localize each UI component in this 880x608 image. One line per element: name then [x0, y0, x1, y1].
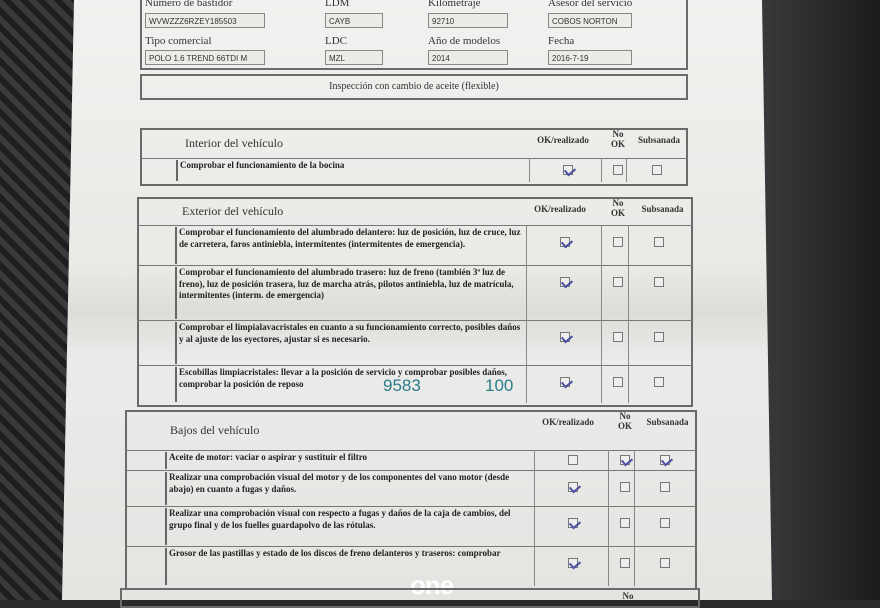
checkbox-nook[interactable]	[613, 377, 623, 387]
column-divider	[634, 470, 635, 506]
checkbox-nook[interactable]	[620, 518, 630, 528]
checkbox-ok[interactable]	[568, 518, 578, 528]
column-divider	[601, 225, 602, 265]
field-value: 92710	[428, 13, 508, 28]
col-header-ok2: OK	[617, 421, 632, 431]
column-divider	[534, 450, 535, 470]
column-divider	[534, 470, 535, 506]
row-description: Comprobar el limpialavacristales en cuanto a su funcionamiento correcto, posibles daños y al ajuste de los eyectores, ajustar si es necesario.	[175, 322, 526, 364]
field-label: LDM	[325, 0, 350, 9]
column-divider	[601, 365, 602, 403]
checkbox-ok[interactable]	[560, 332, 570, 342]
column-divider	[634, 506, 635, 546]
checkbox-nook[interactable]	[620, 482, 630, 492]
field-value: 2016-7-19	[548, 50, 632, 65]
watermark-logo: one	[410, 570, 454, 600]
column-divider	[634, 450, 635, 470]
col-header-no: No	[612, 129, 624, 139]
field-value: COBOS NORTON	[548, 13, 632, 28]
col-header-ok2: OK	[610, 139, 625, 149]
column-divider	[634, 546, 635, 586]
column-divider	[628, 265, 629, 320]
background-seat-left	[0, 0, 75, 600]
checkbox-ok[interactable]	[563, 165, 573, 175]
checkbox-ok[interactable]	[560, 237, 570, 247]
inspection-title-bar	[140, 74, 688, 100]
field-value: CAYB	[325, 13, 383, 28]
checkbox-subs[interactable]	[654, 277, 664, 287]
field-label: Tipo comercial	[145, 35, 212, 47]
field-value: MZL	[325, 50, 383, 65]
section-title: Interior del vehículo	[185, 136, 283, 150]
checkbox-subs[interactable]	[654, 237, 664, 247]
col-header-subsanada: Subsanada	[641, 204, 684, 214]
column-divider	[534, 506, 535, 546]
column-divider	[628, 365, 629, 403]
column-divider	[526, 320, 527, 365]
row-description: Escobillas limpiacristales: llevar a la posición de servicio y comprobar posibles daños, comprobar la posición de reposo	[175, 367, 526, 402]
checkbox-ok[interactable]	[568, 455, 578, 465]
checkbox-subs[interactable]	[652, 165, 662, 175]
checkbox-ok[interactable]	[568, 482, 578, 492]
field-value: POLO 1.6 TREND 66TDI M	[145, 50, 265, 65]
checkbox-ok[interactable]	[560, 277, 570, 287]
checkbox-nook[interactable]	[613, 237, 623, 247]
checkbox-nook[interactable]	[613, 332, 623, 342]
row-description: Comprobar el funcionamiento del alumbrado trasero: luz de freno (también 3ª luz de freno), luz de posición trasera, luz de marcha atrás, pilotos antiniebla, luz de matrícula, intermitentes (interm. de emergencia)	[175, 267, 526, 319]
field-label: Asesor del servicio	[548, 0, 633, 9]
col-header-no: No	[612, 198, 624, 208]
column-divider	[534, 546, 535, 586]
field-label: Número de bastidor	[145, 0, 233, 9]
checkbox-nook[interactable]	[613, 277, 623, 287]
checkbox-nook[interactable]	[620, 558, 630, 568]
column-divider	[626, 158, 627, 182]
field-value: 2014	[428, 50, 508, 65]
checkbox-subs[interactable]	[660, 558, 670, 568]
column-divider	[601, 158, 602, 182]
column-divider	[526, 225, 527, 265]
checkbox-subs[interactable]	[660, 518, 670, 528]
checkbox-subs[interactable]	[660, 482, 670, 492]
column-divider	[601, 320, 602, 365]
field-value: WVWZZZ6RZEY185503	[145, 13, 265, 28]
field-label: Kilometraje	[428, 0, 481, 9]
checkbox-nook[interactable]	[613, 165, 623, 175]
column-divider	[601, 265, 602, 320]
field-label: Año de modelos	[428, 35, 501, 47]
col-header-ok: OK/realizado	[542, 417, 594, 427]
row-description: Aceite de motor: vaciar o aspirar y sustituir el filtro	[165, 452, 534, 469]
row-description: Realizar una comprobación visual del motor y de los componentes del vano motor (desde abajo) en cuanto a fugas y daños.	[165, 472, 534, 505]
overlay-number-right: 100	[485, 376, 514, 395]
column-divider	[628, 225, 629, 265]
field-label: Fecha	[548, 35, 575, 47]
checkbox-ok[interactable]	[560, 377, 570, 387]
column-divider	[628, 320, 629, 365]
section-title: Exterior del vehículo	[182, 204, 284, 218]
row-description: Grosor de las pastillas y estado de los discos de freno delanteros y traseros: comprobar	[165, 548, 534, 585]
checkbox-subs[interactable]	[654, 377, 664, 387]
col-header-ok: OK/realizado	[537, 135, 589, 145]
col-header-subsanada: Subsanada	[637, 135, 681, 145]
column-divider	[608, 506, 609, 546]
column-divider	[526, 265, 527, 320]
column-divider	[608, 450, 609, 470]
checkbox-subs[interactable]	[660, 455, 670, 465]
next-section-nook-header: No	[622, 591, 634, 601]
overlay-number-left: 9583	[383, 376, 421, 395]
col-header-ok: OK/realizado	[534, 204, 586, 214]
background-seat-right	[755, 0, 880, 600]
column-divider	[608, 546, 609, 586]
row-description: Comprobar el funcionamiento de la bocina	[176, 160, 529, 181]
inspection-title: Inspección con cambio de aceite (flexible)	[329, 81, 499, 92]
checkbox-nook[interactable]	[620, 455, 630, 465]
row-description: Realizar una comprobación visual con respecto a fugas y daños de la caja de cambios, del grupo final y de los fuelles guardapolvo de las rótulas.	[165, 508, 534, 545]
row-description: Comprobar el funcionamiento del alumbrado delantero: luz de posición, luz de cruce, luz de carretera, faros antiniebla, intermitentes (intermitentes de emergencia).	[175, 227, 526, 264]
col-header-ok2: OK	[610, 208, 625, 218]
checkbox-ok[interactable]	[568, 558, 578, 568]
col-header-no: No	[619, 411, 631, 421]
checkbox-subs[interactable]	[654, 332, 664, 342]
section-title: Bajos del vehículo	[170, 423, 260, 437]
column-divider	[529, 158, 530, 182]
col-header-subsanada: Subsanada	[646, 417, 689, 427]
column-divider	[608, 470, 609, 506]
column-divider	[526, 365, 527, 403]
field-label: LDC	[325, 35, 347, 47]
